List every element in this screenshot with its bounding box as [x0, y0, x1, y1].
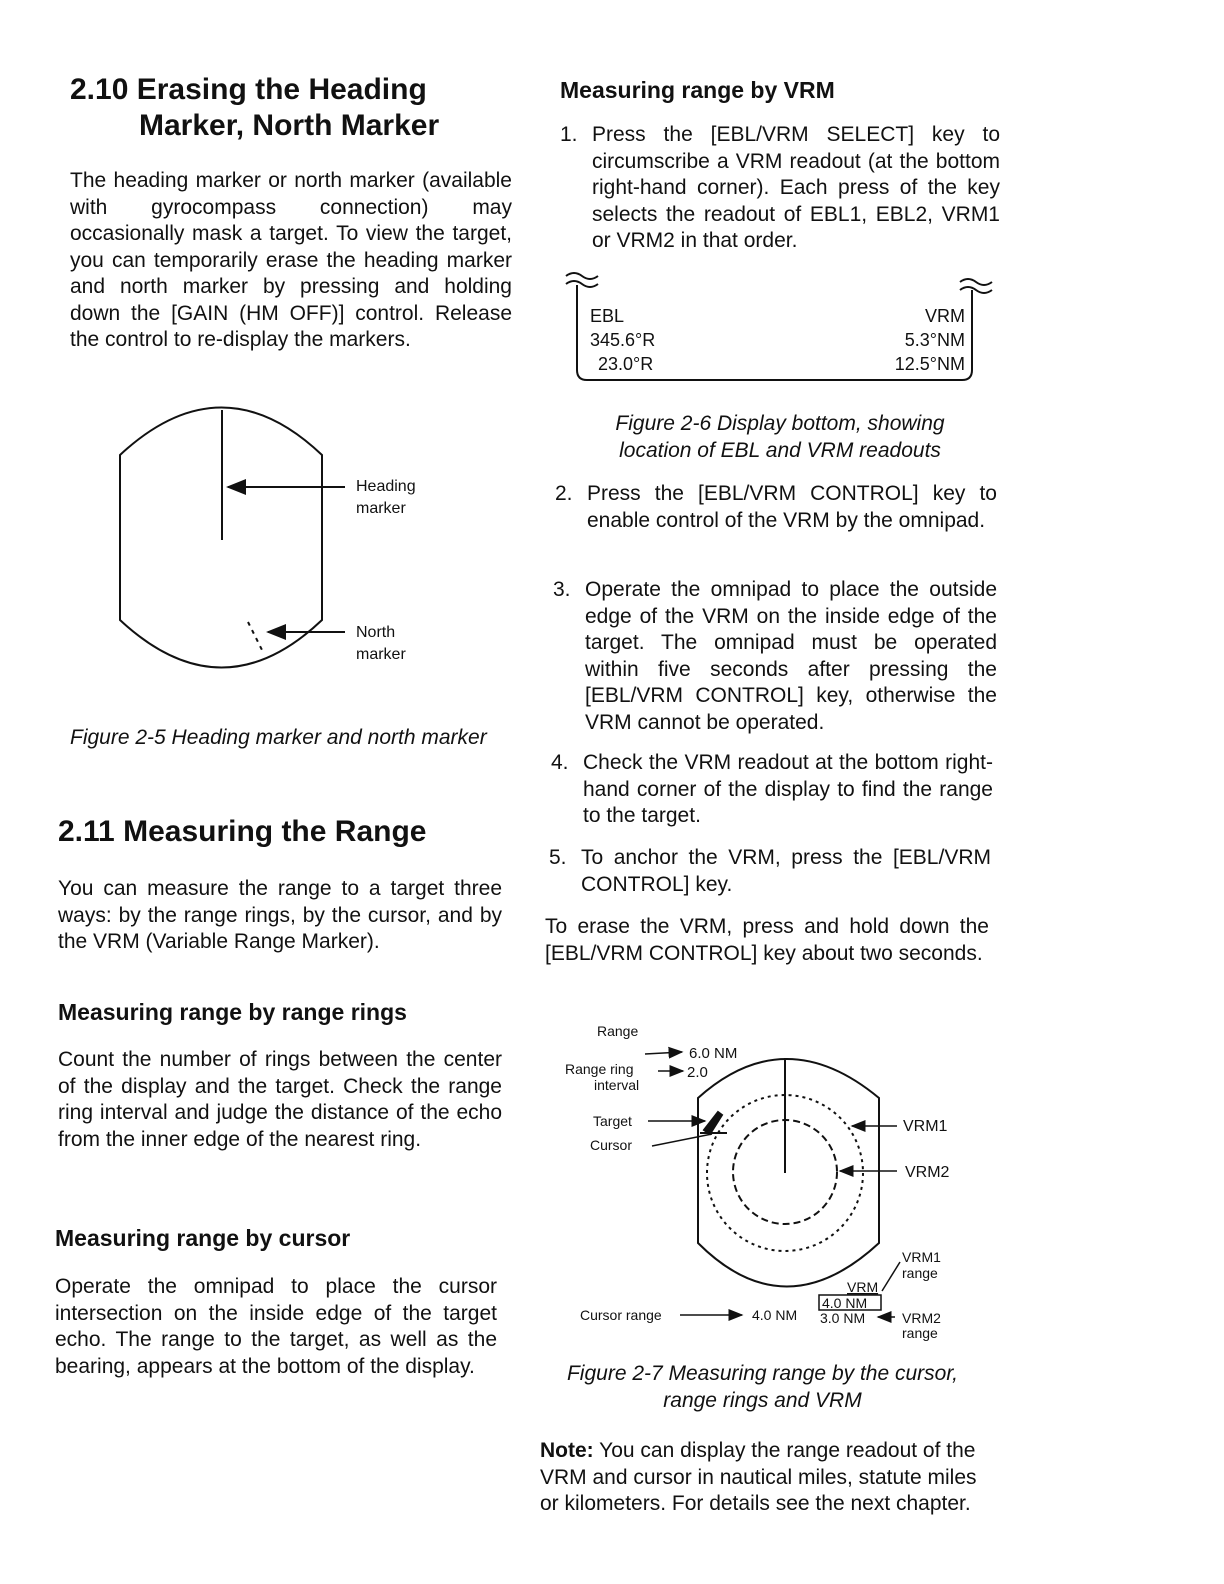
- section-title: Measuring the Range: [123, 815, 427, 848]
- vrm1-label: VRM1: [903, 1118, 948, 1135]
- note-label: Note:: [540, 1439, 594, 1462]
- break-tilde-icon: [566, 273, 598, 287]
- radar-display-outline: [698, 1059, 879, 1287]
- range-value: 6.0 NM: [689, 1045, 738, 1062]
- step-text: Operate the omnipad to place the outside edge of the VRM on the inside edge of the target. The omnipad must be operated within five seconds after pressing the [EBL/VRM CONTROL] key, otherwise the VRM cannot be operated.: [585, 578, 997, 734]
- step-number: 1.: [560, 123, 578, 146]
- ebl2-readout: 23.0°R: [598, 354, 654, 374]
- range-label: Range: [597, 1023, 639, 1039]
- section-2-10-body: The heading marker or north marker (available with gyrocompass connection) may occasionally mask a target. To view the target, you can temporarily erase the heading marker and north marker by pressing and holding down the [GAIN (HM OFF)] control. Release the control to re-display the markers.: [70, 169, 512, 351]
- heading-marker-label: Heading: [356, 478, 416, 495]
- step-number: 3.: [553, 578, 571, 601]
- north-marker-label: North: [356, 624, 396, 641]
- vrm-label: VRM: [925, 306, 965, 326]
- caption-line: location of EBL and VRM readouts: [619, 439, 941, 462]
- figure-2-5-caption: Figure 2-5 Heading marker and north marker: [70, 726, 487, 749]
- erase-vrm-text: To erase the VRM, press and hold down the [EBL/VRM CONTROL] key about two seconds.: [545, 915, 989, 965]
- target-label: Target: [593, 1113, 632, 1129]
- caption-line: Figure 2-6 Display bottom, showing: [615, 412, 945, 435]
- figure-2-7: [645, 1052, 900, 1317]
- step-text: Press the [EBL/VRM SELECT] key to circumscribe a VRM readout (at the bottom right-hand corner). Each press of the key selects the readout of EBL1, EBL2, VRM1 or VRM2 in that order.: [592, 123, 1000, 252]
- vrm-heading: Measuring range by VRM: [560, 77, 835, 103]
- step-text: Press the [EBL/VRM CONTROL] key to enable control of the VRM by the omnipad.: [587, 482, 997, 532]
- step-text: To anchor the VRM, press the [EBL/VRM CONTROL] key.: [581, 846, 991, 896]
- ebl-label: EBL: [590, 306, 625, 326]
- note-text: You can display the range readout of the VRM and cursor in nautical miles, statute miles or kilometers. For details see the next chapter.: [540, 1439, 977, 1515]
- ring-interval-label: Range ring: [565, 1061, 634, 1077]
- section-2-11-body: You can measure the range to a target three ways: by the range rings, by the cursor, and by the VRM (Variable Range Marker).: [58, 877, 502, 953]
- north-marker-label: marker: [356, 646, 406, 663]
- range-rings-heading: Measuring range by range rings: [58, 999, 407, 1025]
- break-tilde-icon: [960, 279, 992, 293]
- figure-2-5: [120, 408, 345, 668]
- vrm-readout-label: VRM: [847, 1279, 879, 1295]
- range-rings-body: Count the number of rings between the center of the display and the target. Check the range ring interval and judge the distance of the echo from the inner edge of the nearest ring.: [58, 1048, 502, 1151]
- vrm1-value: 4.0 NM: [822, 1295, 868, 1311]
- heading-marker-label: marker: [356, 500, 406, 517]
- section-number: 2.10: [70, 73, 129, 106]
- section-title-line1: Erasing the Heading: [136, 73, 427, 106]
- caption-line: Figure 2-7 Measuring range by the cursor,: [566, 1362, 959, 1385]
- cursor-range-label: Cursor range: [580, 1307, 662, 1323]
- vrm1-range-label: range: [902, 1265, 938, 1281]
- vrm1-readout: 5.3°NM: [904, 330, 965, 350]
- vrm2-label: VRM2: [905, 1164, 950, 1181]
- cursor-label: Cursor: [590, 1137, 633, 1153]
- step-text: Check the VRM readout at the bottom right-hand corner of the display to find the range to the target.: [583, 751, 993, 827]
- ring-interval-value: 2.0: [687, 1064, 708, 1081]
- cursor-range-value: 4.0 NM: [752, 1307, 798, 1323]
- section-number: 2.11: [58, 815, 115, 848]
- vrm2-range-label: range: [902, 1325, 938, 1341]
- vrm2-readout: 12.5°NM: [894, 354, 965, 374]
- vrm1-range-label: VRM1: [902, 1249, 941, 1265]
- vrm2-range-label: VRM2: [902, 1310, 941, 1326]
- vrm2-value: 3.0 NM: [820, 1310, 866, 1326]
- step-number: 4.: [551, 751, 569, 774]
- caption-line: range rings and VRM: [663, 1389, 862, 1412]
- north-marker-line: [248, 622, 262, 650]
- step-number: 2.: [555, 482, 573, 505]
- ring-interval-label: interval: [594, 1077, 640, 1093]
- section-title-line2: Marker, North Marker: [139, 109, 440, 142]
- ebl1-readout: 345.6°R: [590, 330, 656, 350]
- cursor-body: Operate the omnipad to place the cursor intersection on the inside edge of the target echo. The range to the target, as well as the bearing, appears at the bottom of the display.: [55, 1275, 497, 1378]
- cursor-heading: Measuring range by cursor: [55, 1225, 351, 1251]
- step-number: 5.: [549, 846, 567, 869]
